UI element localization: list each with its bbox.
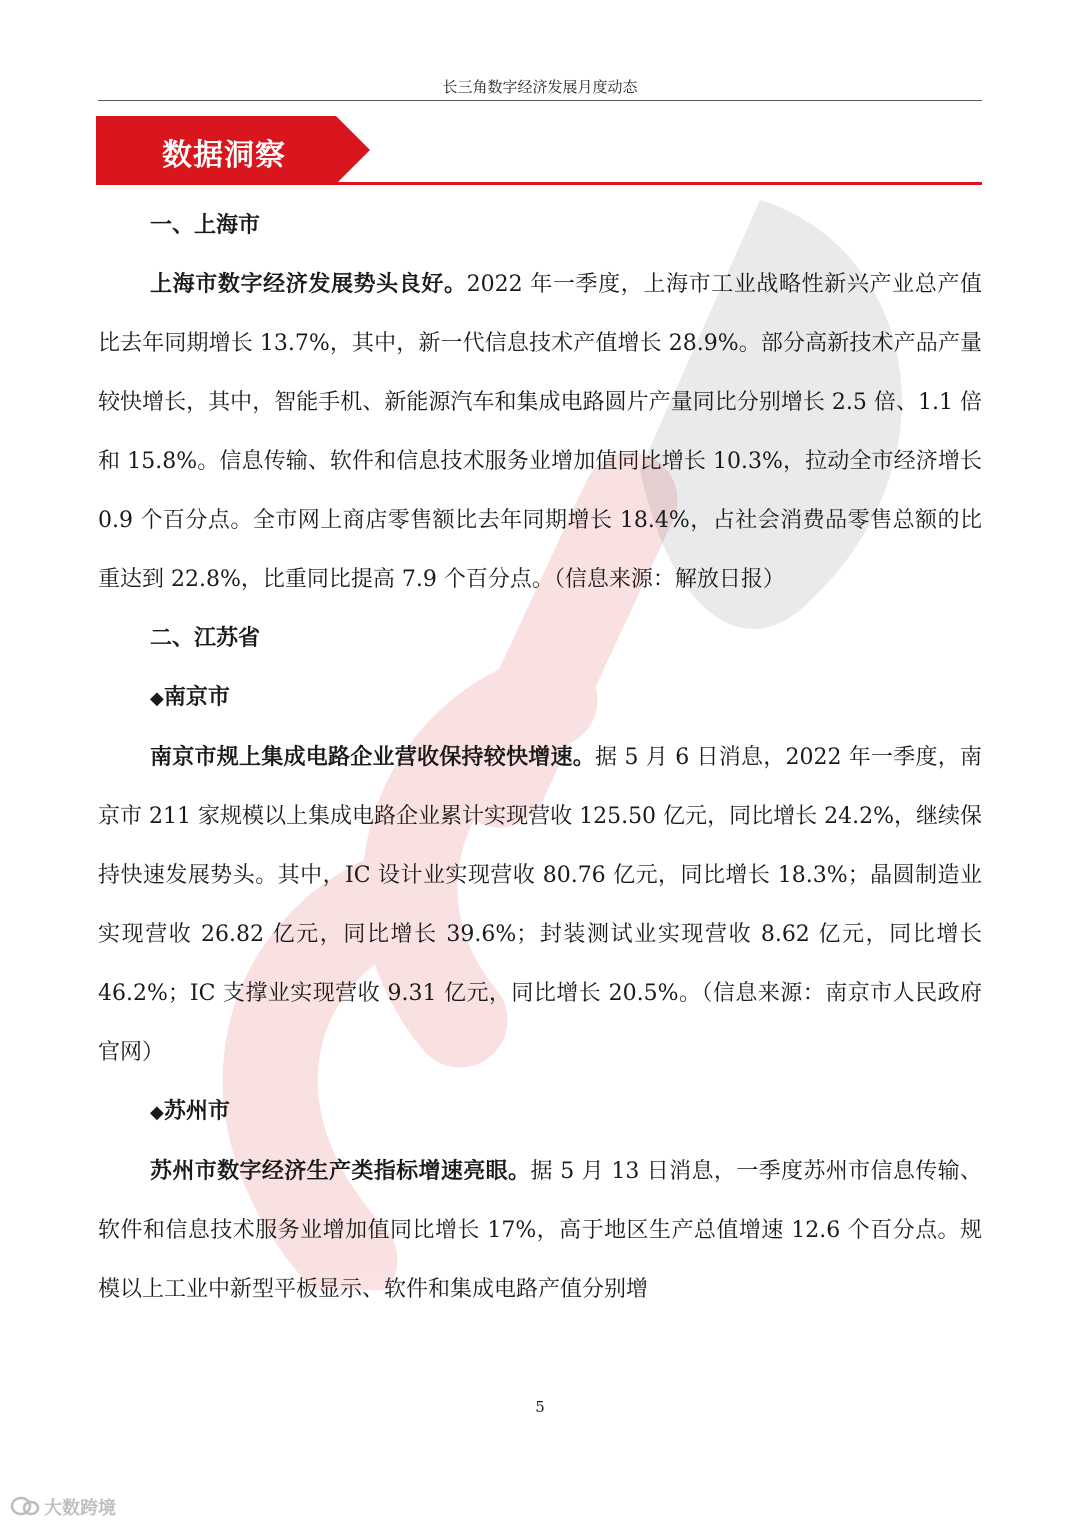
section-heading-jiangsu: 二、江苏省 xyxy=(150,625,261,651)
page-number: 5 xyxy=(535,1398,545,1416)
diamond-bullet-icon: ◆ xyxy=(150,688,164,709)
subheading-nanjing-label: 南京市 xyxy=(163,684,230,710)
banner-title: 数据洞察 xyxy=(162,138,286,173)
body-text-shanghai: 2022 年一季度，上海市工业战略性新兴产业总产值比去年同期增长 13.7%，其中，新一代信息技术产值增长 28.9%。部分高新技术产品产量较快增长，其中，智能手机、新能源汽车和集成电路圆片产量同比分别增长 2.5 倍、1.1 倍和 15.8%。信息传输、软件和信息技术服务业增加值同比增长 10.3%，拉动全市经济增长 0.9 个百分点。全市网上商店零售额比去年同期增长 18.4%，占社会消费品零售总额的比重达到 22.8%，比重同比提高 7.9 个百分点。（信息来源：解放日报） xyxy=(98,272,982,592)
header-rule xyxy=(98,100,982,101)
source-watermark xyxy=(10,1494,116,1523)
chat-bubble-icon xyxy=(10,1496,40,1523)
diamond-bullet-icon: ◆ xyxy=(150,1102,164,1123)
subheading-suzhou xyxy=(98,1082,982,1142)
paragraph-shanghai xyxy=(98,255,982,609)
paragraph-nanjing xyxy=(98,728,982,1082)
banner-rule xyxy=(96,182,982,185)
body-text-nanjing: 据 5 月 6 日消息，2022 年一季度，南京市 211 家规模以上集成电路企业累计实现营收 125.50 亿元，同比增长 24.2%，继续保持快速发展势头。其中，IC 设计业实现营收 80.76 亿元，同比增长 18.3%；晶圆制造业实现营收 26.82 亿元，同比增长 39.6%；封装测试业实现营收 8.62 亿元，同比增长 46.2%；IC 支撑业实现营收 9.31 亿元，同比增长 20.5%。（信息来源：南京市人民政府官网） xyxy=(98,745,982,1065)
lead-sentence-shanghai: 上海市数字经济发展势头良好。 xyxy=(150,271,467,297)
body-text-suzhou: 据 5 月 13 日消息，一季度苏州市信息传输、软件和信息技术服务业增加值同比增长 17%，高于地区生产总值增速 12.6 个百分点。规模以上工业中新型平板显示、软件和集成电路产值分别增 xyxy=(98,1159,982,1302)
subheading-nanjing xyxy=(98,668,982,728)
article-body xyxy=(98,196,982,1319)
section-heading-shanghai: 一、上海市 xyxy=(150,212,261,238)
paragraph-suzhou xyxy=(98,1142,982,1319)
running-header: 长三角数字经济发展月度动态 xyxy=(442,78,638,96)
lead-sentence-nanjing: 南京市规上集成电路企业营收保持较快增速。 xyxy=(150,744,596,770)
section-banner xyxy=(96,116,370,184)
source-watermark-label: 大数跨境 xyxy=(44,1498,116,1519)
subheading-suzhou-label: 苏州市 xyxy=(163,1098,230,1124)
lead-sentence-suzhou: 苏州市数字经济生产类指标增速亮眼。 xyxy=(150,1158,531,1184)
